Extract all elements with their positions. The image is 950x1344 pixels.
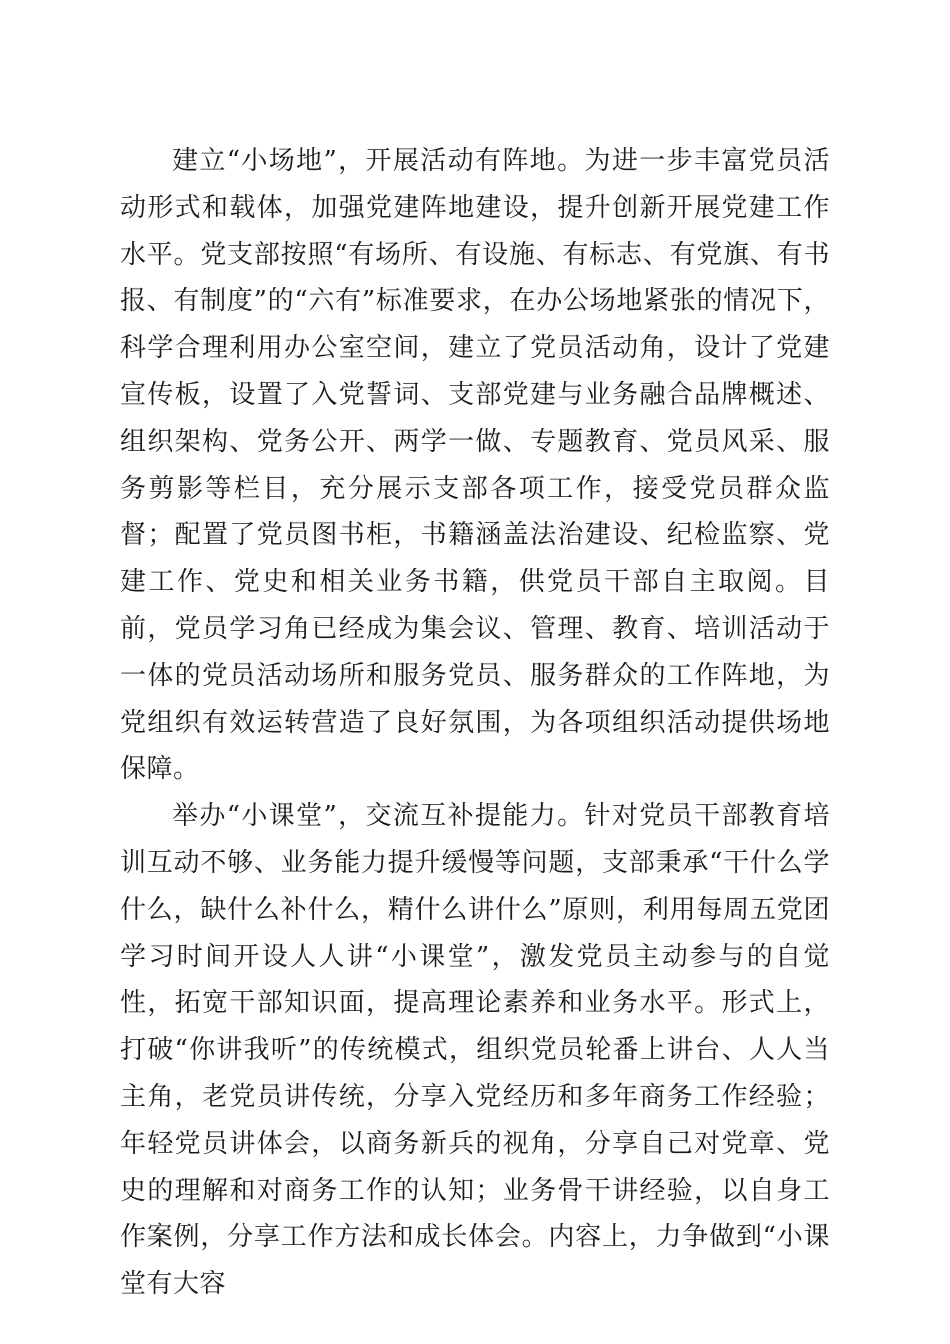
paragraph-small-classroom: 举办“小课堂”，交流互补提能力。针对党员干部教育培训互动不够、业务能力提升缓慢等问题，支部秉承“干什么学什么，缺什么补什么，精什么讲什么”原则，利用每周五党团学习时间开设人人讲“小课堂”，激发党员主动参与的自觉性，拓宽干部知识面，提高理论素养和业务水平。形式上，打破“你讲我听”的传统模式，组织党员轮番上讲台、人人当主角，老党员讲传统，分享入党经历和多年商务工作经验；年轻党员讲体会，以商务新兵的视角，分享自己对党章、党史的理解和对商务工作的认知；业务骨干讲经验，以自身工作案例，分享工作方法和成长体会。内容上，力争做到“小课堂有大容 bbox=[120, 801, 830, 1300]
document-body bbox=[120, 138, 830, 1308]
paragraph-small-venue: 建立“小场地”，开展活动有阵地。为进一步丰富党员活动形式和载体，加强党建阵地建设，提升创新开展党建工作水平。党支部按照“有场所、有设施、有标志、有党旗、有书报、有制度”的“六有”标准要求，在办公场地紧张的情况下，科学合理利用办公室空间，建立了党员活动角，设计了党建宣传板，设置了入党誓词、支部党建与业务融合品牌概述、组织架构、党务公开、两学一做、专题教育、党员风采、服务剪影等栏目，充分展示支部各项工作，接受党员群众监督；配置了党员图书柜，书籍涵盖法治建设、纪检监察、党建工作、党史和相关业务书籍，供党员干部自主取阅。目前，党员学习角已经成为集会议、管理、教育、培训活动于一体的党员活动场所和服务党员、服务群众的工作阵地，为党组织有效运转营造了良好氛围，为各项组织活动提供场地保障。 bbox=[120, 146, 830, 785]
